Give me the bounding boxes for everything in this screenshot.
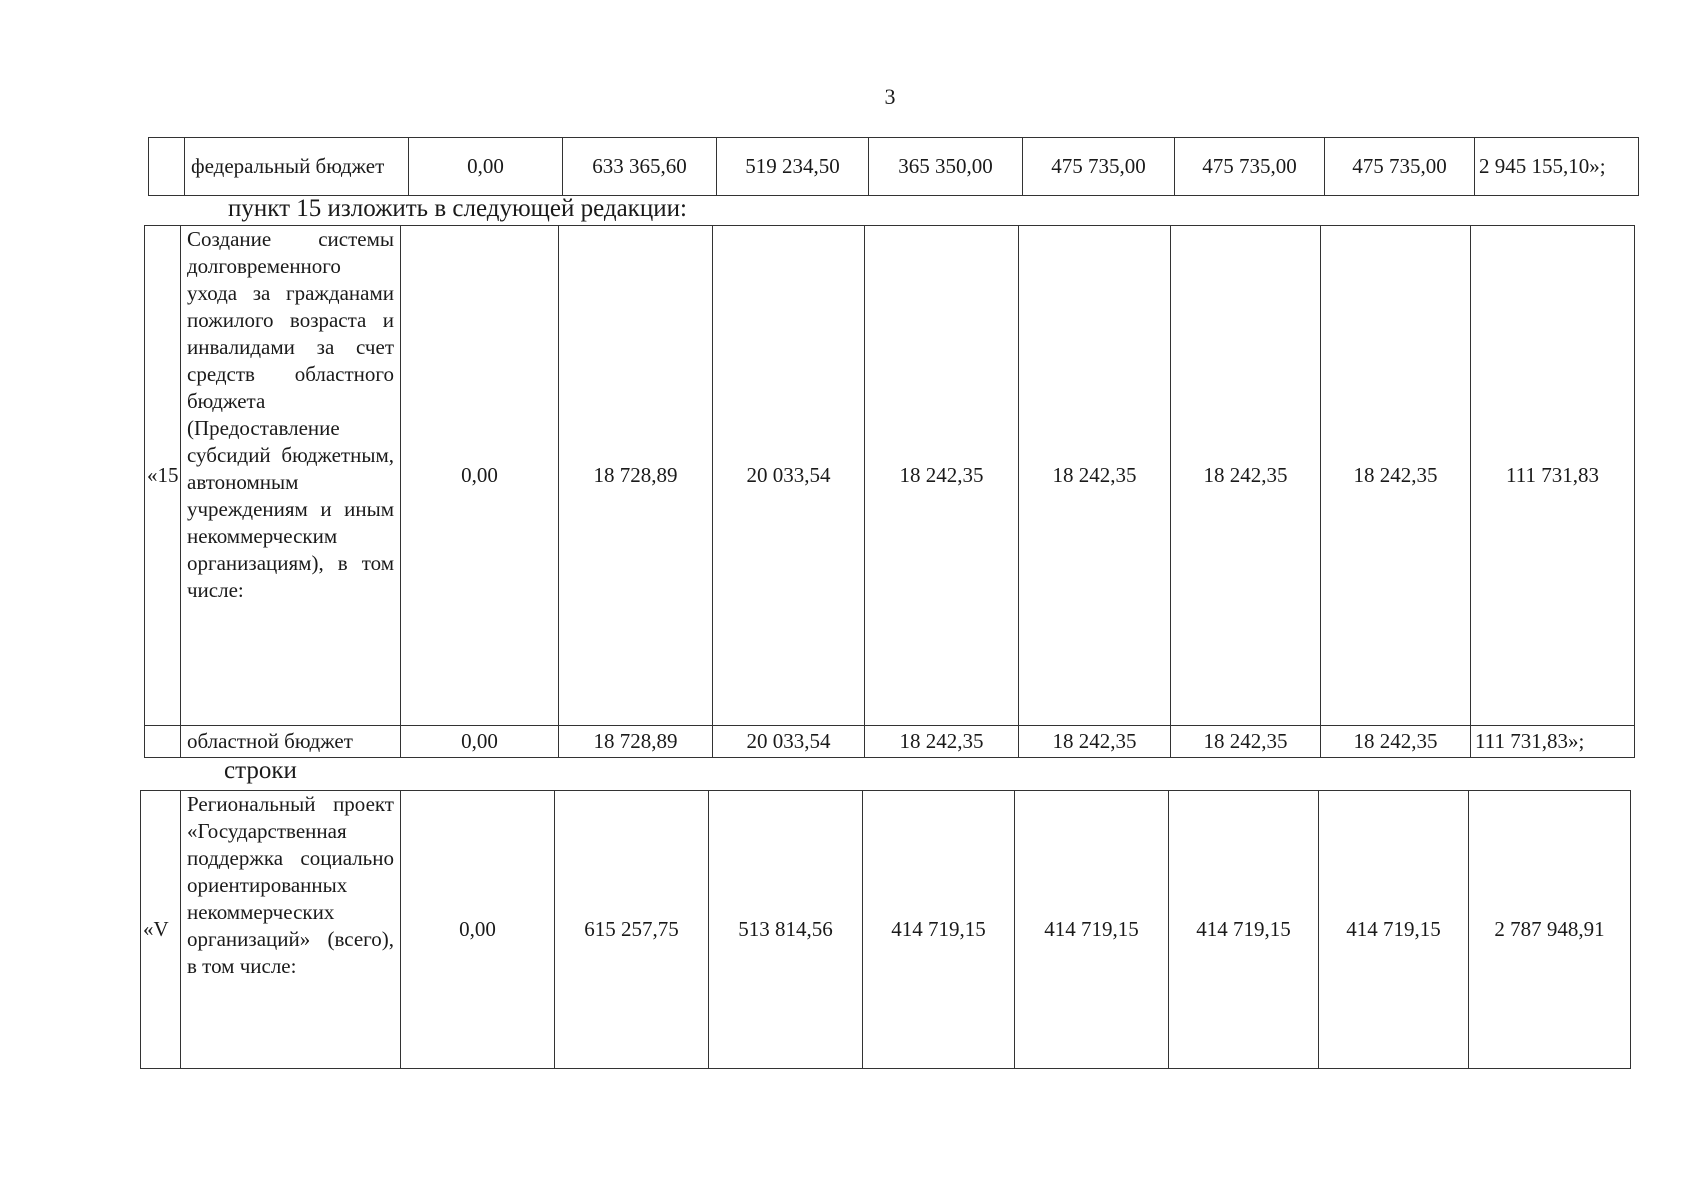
row-number: «15 — [145, 226, 181, 726]
budget-table-federal — [148, 137, 1639, 196]
value-cell: 414 719,15 — [1319, 791, 1469, 1069]
row-number — [145, 726, 181, 758]
value-cell: 0,00 — [401, 226, 559, 726]
table-row — [141, 791, 1631, 1069]
table-row — [145, 726, 1635, 758]
total-cell: 111 731,83 — [1471, 226, 1635, 726]
value-cell: 20 033,54 — [713, 226, 865, 726]
value-cell: 0,00 — [401, 791, 555, 1069]
row-name: федеральный бюджет — [185, 138, 409, 196]
row-name: областной бюджет — [181, 726, 401, 758]
total-cell: 2 945 155,10»; — [1475, 138, 1639, 196]
table-row — [149, 138, 1639, 196]
total-cell: 111 731,83»; — [1471, 726, 1635, 758]
value-cell: 18 242,35 — [1321, 226, 1471, 726]
value-cell: 519 234,50 — [717, 138, 869, 196]
value-cell: 513 814,56 — [709, 791, 863, 1069]
row-name: Региональный проект «Государственная поддержка социально ориентированных некоммерческих организаций» (всего), в том числе: — [181, 791, 401, 1069]
value-cell: 18 242,35 — [1321, 726, 1471, 758]
instruction-text: строки — [224, 757, 297, 784]
total-cell: 2 787 948,91 — [1469, 791, 1631, 1069]
table-row — [145, 226, 1635, 726]
value-cell: 414 719,15 — [863, 791, 1015, 1069]
instruction-text: пункт 15 изложить в следующей редакции: — [228, 195, 687, 222]
value-cell: 0,00 — [401, 726, 559, 758]
budget-table-regional-project — [140, 790, 1631, 1069]
value-cell: 365 350,00 — [869, 138, 1023, 196]
row-number: «V — [141, 791, 181, 1069]
value-cell: 18 242,35 — [1019, 726, 1171, 758]
value-cell: 18 242,35 — [1171, 726, 1321, 758]
row-name: Создание системы долговременного ухода за гражданами пожилого возраста и инвалидами за счет средств областного бюджета (Предоставление субсидий бюджетным, автономным учреждениям и иным некоммерческим организациям), в том числе: — [181, 226, 401, 726]
value-cell: 475 735,00 — [1023, 138, 1175, 196]
value-cell: 633 365,60 — [563, 138, 717, 196]
value-cell: 414 719,15 — [1169, 791, 1319, 1069]
value-cell: 18 242,35 — [865, 726, 1019, 758]
row-number — [149, 138, 185, 196]
value-cell: 18 728,89 — [559, 726, 713, 758]
page-number: 3 — [884, 84, 896, 109]
value-cell: 18 242,35 — [865, 226, 1019, 726]
value-cell: 18 242,35 — [1019, 226, 1171, 726]
value-cell: 414 719,15 — [1015, 791, 1169, 1069]
value-cell: 18 728,89 — [559, 226, 713, 726]
value-cell: 615 257,75 — [555, 791, 709, 1069]
value-cell: 20 033,54 — [713, 726, 865, 758]
value-cell: 475 735,00 — [1175, 138, 1325, 196]
value-cell: 18 242,35 — [1171, 226, 1321, 726]
budget-table-item-15 — [144, 225, 1635, 758]
value-cell: 0,00 — [409, 138, 563, 196]
value-cell: 475 735,00 — [1325, 138, 1475, 196]
